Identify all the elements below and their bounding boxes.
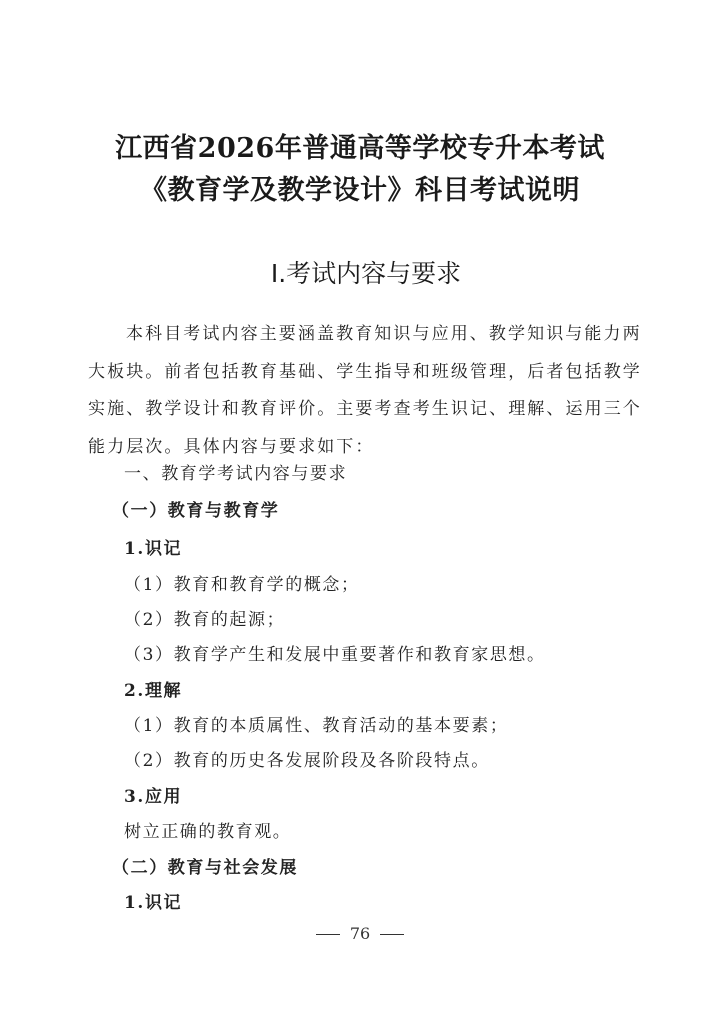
page-number: 76 bbox=[349, 924, 371, 943]
sub1-heading: （一）教育与教育学 bbox=[112, 501, 280, 521]
sub1-apply-text: 树立正确的教育观。 bbox=[124, 822, 292, 842]
section-heading: Ⅰ.考试内容与要求 bbox=[270, 259, 462, 288]
sub1-understand-item-1: （1）教育的本质属性、教育活动的基本要素； bbox=[124, 716, 509, 736]
sub2-memorize-label: 1.识记 bbox=[124, 893, 183, 913]
document-title bbox=[0, 128, 720, 212]
sub1-memorize-label: 1.识记 bbox=[124, 539, 183, 559]
title-line-1: 江西省2026年普通高等学校专升本考试 bbox=[115, 133, 605, 164]
sub1-memorize-item-3: （3）教育学产生和发展中重要著作和教育家思想。 bbox=[124, 645, 546, 665]
sub1-memorize-item-2: （2）教育的起源； bbox=[124, 610, 286, 630]
sub2-heading: （二）教育与社会发展 bbox=[112, 858, 298, 878]
footer-dash-left bbox=[316, 934, 340, 935]
intro-paragraph: 本科目考试内容主要涵盖教育知识与应用、教学知识与能力两大板块。前者包括教育基础、学生指导和班级管理，后者包括教学实施、教学设计和教育评价。主要考查考生识记、理解、运用三个能力层次。具体内容与要求如下： bbox=[88, 324, 642, 457]
page-footer bbox=[0, 924, 720, 943]
sub1-understand-label: 2.理解 bbox=[124, 681, 183, 701]
sub1-apply-label: 3.应用 bbox=[124, 787, 183, 807]
sub1-understand-item-2: （2）教育的历史各发展阶段及各阶段特点。 bbox=[124, 751, 490, 771]
sub1-memorize-item-1: （1）教育和教育学的概念； bbox=[124, 575, 360, 595]
part1-heading: 一、教育学考试内容与要求 bbox=[124, 464, 348, 484]
title-line-2: 《教育学及教学设计》科目考试说明 bbox=[140, 175, 580, 206]
footer-dash-right bbox=[380, 934, 404, 935]
